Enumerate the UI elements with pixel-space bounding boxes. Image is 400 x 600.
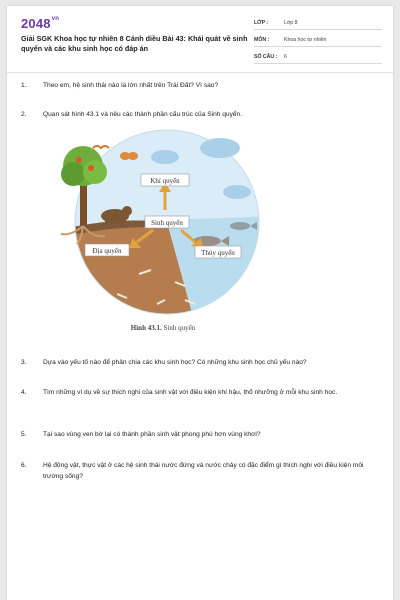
question-5 bbox=[21, 430, 381, 441]
bird-icon bbox=[93, 146, 109, 148]
question-number: 5. bbox=[21, 431, 27, 438]
question-text: Quan sát hình 43.1 và nêu các thành phần cấu trúc của Sinh quyển. bbox=[43, 111, 243, 118]
meta-value: Lớp 8 bbox=[284, 19, 298, 26]
question-3 bbox=[21, 358, 381, 369]
figure-caption bbox=[45, 324, 281, 332]
question-text: Hệ động vật, thực vật ở các hệ sinh thái nước đứng và nước chảy có đặc điểm gì thích nghi với điều kiện môi trường sống? bbox=[43, 462, 364, 480]
meta-info bbox=[254, 16, 382, 67]
question-number: 1. bbox=[21, 82, 27, 89]
meta-value: 6 bbox=[284, 53, 287, 60]
meta-row-subject bbox=[254, 33, 382, 47]
meta-label: SỐ CÂU : bbox=[254, 53, 278, 60]
question-number: 2. bbox=[21, 111, 27, 118]
label-thuy-quyen: Thủy quyển bbox=[201, 249, 235, 257]
caption-number: Hình 43.1. bbox=[130, 324, 162, 332]
question-number: 6. bbox=[21, 462, 27, 469]
label-dia-quyen: Địa quyển bbox=[92, 247, 122, 255]
question-text: Tại sao vùng ven bờ lại có thành phần sinh vật phong phú hơn vùng khơi? bbox=[43, 431, 261, 438]
page-title: Giải SGK Khoa học tự nhiên 8 Cánh diều Bài 43: Khái quát về sinh quyển và các khu sinh học có đáp án bbox=[21, 34, 248, 53]
meta-label: LỚP : bbox=[254, 19, 269, 26]
caption-text: Sinh quyển bbox=[161, 324, 196, 332]
question-1 bbox=[21, 81, 381, 92]
question-text: Dựa vào yếu tố nào để phân chia các khu sinh học? Có những khu sinh học chủ yếu nào? bbox=[43, 359, 307, 366]
site-logo[interactable] bbox=[21, 16, 59, 31]
header-divider bbox=[7, 72, 393, 73]
document-sheet bbox=[7, 6, 393, 600]
question-6 bbox=[21, 461, 381, 482]
question-text: Theo em, hệ sinh thái nào là lớn nhất trên Trái Đất? Vì sao? bbox=[43, 82, 219, 89]
question-text: Tìm những ví dụ về sự thích nghi của sinh vật với điều kiện khí hậu, thổ nhưỡng ở mỗi khu sinh học. bbox=[43, 389, 338, 396]
biosphere-illustration bbox=[45, 124, 281, 324]
meta-value: Khoa học tự nhiên bbox=[284, 36, 327, 43]
label-khi-quyen: Khí quyển bbox=[150, 177, 180, 185]
logo-suffix: vn bbox=[51, 16, 60, 22]
meta-row-count bbox=[254, 50, 382, 64]
question-2 bbox=[21, 110, 381, 121]
question-4 bbox=[21, 388, 381, 399]
meta-row-grade bbox=[254, 16, 382, 30]
label-sinh-quyen: Sinh quyển bbox=[151, 219, 183, 227]
meta-label: MÔN : bbox=[254, 36, 270, 43]
biosphere-figure bbox=[45, 124, 281, 346]
document-header bbox=[7, 6, 393, 68]
question-number: 4. bbox=[21, 389, 27, 396]
logo-text: 2048 bbox=[21, 16, 51, 31]
question-number: 3. bbox=[21, 359, 27, 366]
